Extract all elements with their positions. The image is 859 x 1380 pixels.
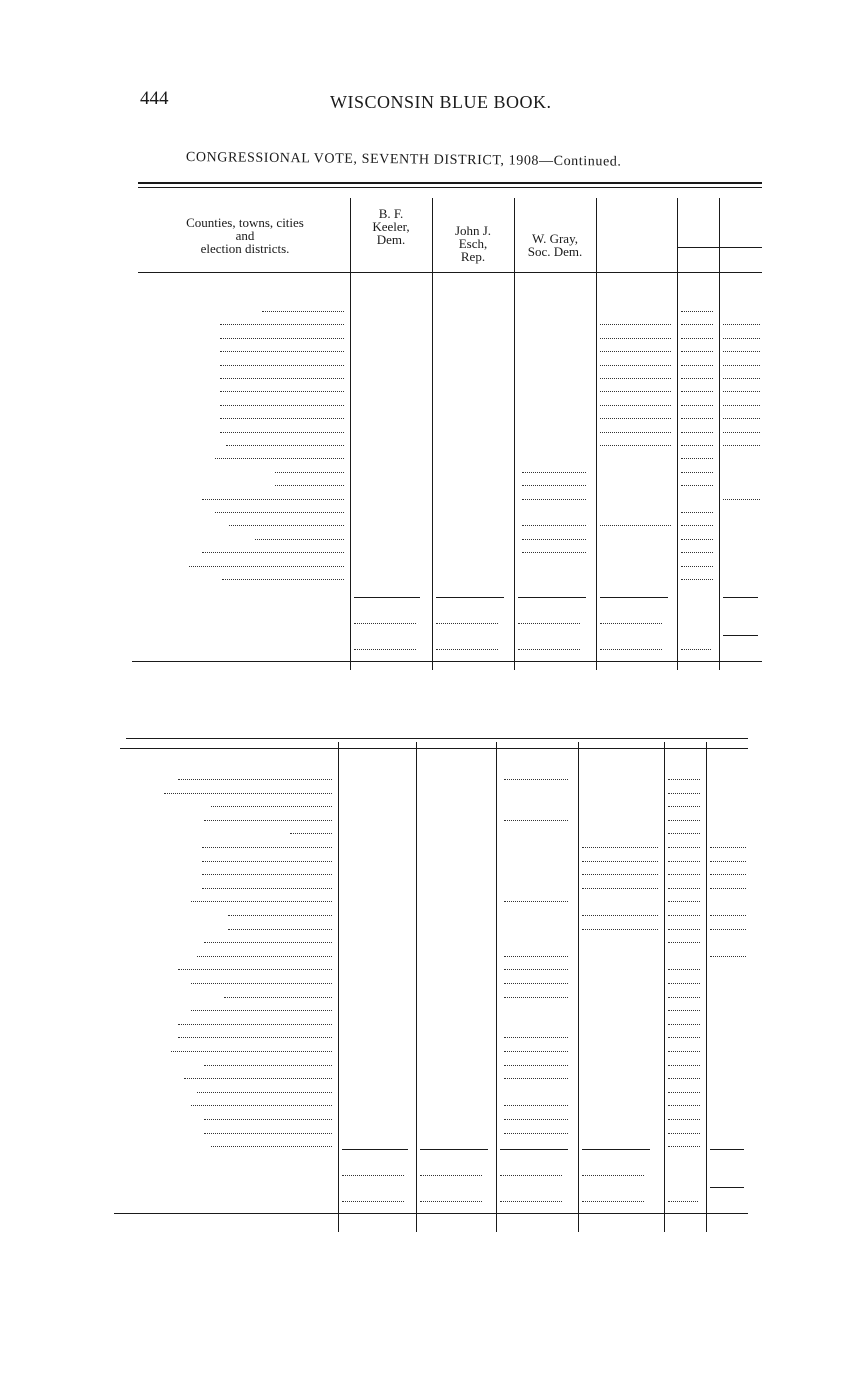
esch-header: John J.	[454, 223, 492, 238]
plurality-row-dots	[582, 1175, 644, 1176]
row-leader	[228, 915, 332, 916]
empty-total-dots	[582, 874, 658, 875]
keeler-header: Dem.	[376, 232, 406, 247]
empty-soc-dots	[504, 1037, 568, 1038]
empty-dem-dots	[668, 983, 700, 984]
empty-dem-dots	[681, 512, 713, 513]
empty-dem-dots	[668, 1146, 700, 1147]
column-rule	[338, 742, 339, 1232]
empty-dem-dots	[681, 458, 713, 459]
counties-header: Counties, towns, cities	[186, 215, 304, 230]
empty-dem-dots	[668, 1037, 700, 1038]
plurality-row-dots	[500, 1175, 562, 1176]
table-top-rule	[138, 182, 762, 184]
empty-dem-dots	[668, 806, 700, 807]
row-leader	[171, 1051, 332, 1052]
row-leader	[202, 552, 344, 553]
empty-soc-dots	[504, 1078, 568, 1079]
empty-rep-dots	[723, 324, 760, 325]
net-row-dots	[420, 1201, 482, 1202]
empty-dem-dots	[668, 997, 700, 998]
empty-rep-dots	[723, 432, 760, 433]
row-leader	[224, 997, 332, 998]
row-leader	[211, 806, 332, 807]
total-rule	[710, 1149, 744, 1150]
empty-dem-dots	[668, 779, 700, 780]
header-bottom-rule	[138, 272, 762, 273]
row-leader	[197, 1092, 332, 1093]
empty-dem-dots	[668, 1119, 700, 1120]
empty-soc-dots	[522, 552, 586, 553]
total-rule	[582, 1149, 650, 1150]
plurality-row-dots	[420, 1175, 482, 1176]
total-rule	[342, 1149, 408, 1150]
total-rule	[436, 597, 504, 598]
empty-rep-dots	[710, 861, 746, 862]
empty-dem-dots	[681, 566, 713, 567]
row-leader	[202, 499, 344, 500]
row-leader	[220, 378, 344, 379]
empty-dem-dots	[668, 1010, 700, 1011]
plurality-row-dots	[354, 623, 416, 624]
net-row-dots	[600, 649, 662, 650]
empty-dem-dots	[681, 485, 713, 486]
empty-total-dots	[600, 418, 671, 419]
empty-total-dots	[600, 324, 671, 325]
row-leader	[178, 969, 332, 970]
empty-dem-dots	[668, 1051, 700, 1052]
empty-rep-dots	[710, 847, 746, 848]
empty-dem-dots	[668, 1078, 700, 1079]
row-leader	[220, 418, 344, 419]
net-row-dots	[354, 649, 416, 650]
empty-dem-dots	[681, 552, 713, 553]
row-leader	[220, 391, 344, 392]
row-leader	[262, 311, 344, 312]
empty-total-dots	[600, 338, 671, 339]
row-leader	[220, 365, 344, 366]
counties-header: and	[235, 228, 255, 243]
empty-rep-dots	[723, 499, 760, 500]
empty-dem-dots	[668, 1105, 700, 1106]
empty-total-dots	[582, 847, 658, 848]
page-number: 444	[140, 88, 169, 109]
empty-dem-dots	[668, 874, 700, 875]
empty-soc-dots	[504, 1105, 568, 1106]
empty-rep-dots	[710, 888, 746, 889]
column-rule	[664, 742, 665, 1232]
empty-rep-dots	[710, 929, 746, 930]
empty-total-dots	[600, 365, 671, 366]
column-rule	[514, 198, 515, 670]
empty-dem-dots	[681, 351, 713, 352]
row-leader	[178, 1037, 332, 1038]
row-leader	[202, 888, 332, 889]
row-leader	[275, 472, 344, 473]
empty-soc-dots	[504, 901, 568, 902]
empty-soc-dots	[504, 1119, 568, 1120]
row-leader	[255, 539, 344, 540]
empty-soc-dots	[522, 485, 586, 486]
empty-total-dots	[600, 432, 671, 433]
row-leader	[164, 793, 332, 794]
empty-soc-dots	[522, 539, 586, 540]
plurality-row-dots	[518, 623, 580, 624]
row-leader	[220, 432, 344, 433]
empty-soc-dots	[504, 779, 568, 780]
empty-dem-dots	[681, 338, 713, 339]
empty-dem-dots	[681, 324, 713, 325]
empty-dem-dots	[668, 888, 700, 889]
row-leader	[275, 485, 344, 486]
net-row-dots	[681, 649, 711, 650]
empty-dem-dots	[681, 378, 713, 379]
row-leader	[215, 512, 344, 513]
empty-rep-dots	[723, 378, 760, 379]
row-leader	[220, 324, 344, 325]
empty-dem-dots	[668, 901, 700, 902]
row-leader	[189, 566, 344, 567]
net-row-dots	[342, 1201, 404, 1202]
empty-soc-dots	[504, 956, 568, 957]
empty-soc-dots	[504, 1133, 568, 1134]
total-rule	[500, 1149, 568, 1150]
empty-dem-dots	[668, 969, 700, 970]
total-rule	[518, 597, 586, 598]
empty-rep-dots	[723, 365, 760, 366]
empty-soc-dots	[522, 525, 586, 526]
empty-dem-dots	[681, 391, 713, 392]
empty-rep-dots	[723, 418, 760, 419]
gray-header: W. Gray,	[532, 231, 578, 246]
table2-top-rule-thin	[120, 748, 748, 749]
empty-soc-dots	[504, 969, 568, 970]
empty-rep-dots	[710, 915, 746, 916]
total-rule	[723, 597, 758, 598]
empty-total-dots	[582, 861, 658, 862]
plurality-rule	[710, 1187, 744, 1188]
row-leader	[204, 1133, 332, 1134]
keeler-header: Keeler,	[372, 219, 410, 234]
column-rule	[706, 742, 707, 1232]
row-leader	[215, 458, 344, 459]
empty-dem-dots	[668, 1024, 700, 1025]
row-leader	[191, 1010, 332, 1011]
plurality-row-dots	[600, 623, 662, 624]
column-rule	[496, 742, 497, 1232]
row-leader	[220, 351, 344, 352]
row-leader	[220, 338, 344, 339]
net-row-dots	[582, 1201, 644, 1202]
empty-soc-dots	[504, 820, 568, 821]
empty-total-dots	[600, 391, 671, 392]
empty-dem-dots	[668, 1092, 700, 1093]
row-leader	[178, 779, 332, 780]
row-leader	[220, 405, 344, 406]
gray-header: Soc. Dem.	[527, 244, 583, 259]
keeler-header: B. F.	[378, 206, 404, 221]
row-leader	[191, 901, 332, 902]
empty-dem-dots	[668, 929, 700, 930]
table-bottom-rule	[114, 1213, 748, 1214]
row-leader	[204, 1119, 332, 1120]
empty-total-dots	[600, 378, 671, 379]
counties-header: election districts.	[200, 241, 290, 256]
table-title: CONGRESSIONAL VOTE, SEVENTH DISTRICT, 1908—Continued.	[185, 150, 622, 170]
total-rule	[420, 1149, 488, 1150]
empty-soc-dots	[504, 983, 568, 984]
empty-dem-dots	[681, 418, 713, 419]
row-leader	[204, 820, 332, 821]
empty-total-dots	[600, 351, 671, 352]
empty-dem-dots	[681, 311, 713, 312]
net-row-dots	[518, 649, 580, 650]
empty-total-dots	[582, 888, 658, 889]
row-leader	[184, 1078, 332, 1079]
empty-dem-dots	[681, 472, 713, 473]
total-rule	[600, 597, 668, 598]
row-leader	[211, 1146, 332, 1147]
empty-rep-dots	[710, 956, 746, 957]
esch-header: Rep.	[460, 249, 486, 264]
row-leader	[202, 861, 332, 862]
row-leader	[191, 1105, 332, 1106]
column-rule	[432, 198, 433, 670]
empty-rep-dots	[723, 338, 760, 339]
table-top-rule-thin	[138, 187, 762, 188]
total-rule	[354, 597, 420, 598]
empty-soc-dots	[504, 997, 568, 998]
empty-total-dots	[582, 915, 658, 916]
empty-soc-dots	[522, 472, 586, 473]
empty-rep-dots	[723, 405, 760, 406]
empty-dem-dots	[668, 861, 700, 862]
empty-soc-dots	[504, 1051, 568, 1052]
column-rule	[719, 198, 720, 670]
empty-rep-dots	[723, 391, 760, 392]
empty-total-dots	[582, 929, 658, 930]
row-leader	[229, 525, 344, 526]
empty-dem-dots	[681, 539, 713, 540]
row-leader	[202, 847, 332, 848]
empty-dem-dots	[681, 405, 713, 406]
row-leader	[226, 445, 344, 446]
empty-total-dots	[600, 525, 671, 526]
empty-dem-dots	[668, 793, 700, 794]
empty-rep-dots	[723, 351, 760, 352]
empty-rep-dots	[723, 445, 760, 446]
plurality-row-dots	[342, 1175, 404, 1176]
empty-dem-dots	[668, 1133, 700, 1134]
empty-dem-dots	[668, 820, 700, 821]
row-leader	[222, 579, 344, 580]
table2-top-rule	[126, 738, 748, 739]
row-leader	[197, 956, 332, 957]
plurality-rule	[723, 635, 758, 636]
empty-total-dots	[600, 405, 671, 406]
empty-dem-dots	[681, 525, 713, 526]
esch-header: Esch,	[458, 236, 488, 251]
column-rule	[350, 198, 351, 670]
empty-soc-dots	[522, 499, 586, 500]
column-rule	[596, 198, 597, 670]
empty-rep-dots	[710, 874, 746, 875]
row-leader	[202, 874, 332, 875]
empty-dem-dots	[681, 365, 713, 366]
plurality-row-dots	[436, 623, 498, 624]
running-head: WISCONSIN BLUE BOOK.	[330, 92, 552, 112]
empty-dem-dots	[668, 847, 700, 848]
table-bottom-rule	[132, 661, 762, 662]
row-leader	[290, 833, 332, 834]
column-rule	[677, 198, 678, 670]
empty-dem-dots	[668, 915, 700, 916]
empty-total-dots	[600, 445, 671, 446]
net-row-dots	[500, 1201, 562, 1202]
empty-dem-dots	[681, 445, 713, 446]
net-row-dots	[436, 649, 498, 650]
empty-dem-dots	[681, 432, 713, 433]
column-rule	[578, 742, 579, 1232]
empty-dem-dots	[668, 1065, 700, 1066]
empty-soc-dots	[504, 1065, 568, 1066]
row-leader	[191, 983, 332, 984]
row-leader	[178, 1024, 332, 1025]
row-leader	[228, 929, 332, 930]
column-rule	[416, 742, 417, 1232]
net-row-dots	[668, 1201, 698, 1202]
row-leader	[204, 942, 332, 943]
empty-dem-dots	[681, 579, 713, 580]
row-leader	[204, 1065, 332, 1066]
empty-dem-dots	[668, 833, 700, 834]
empty-dem-dots	[668, 942, 700, 943]
